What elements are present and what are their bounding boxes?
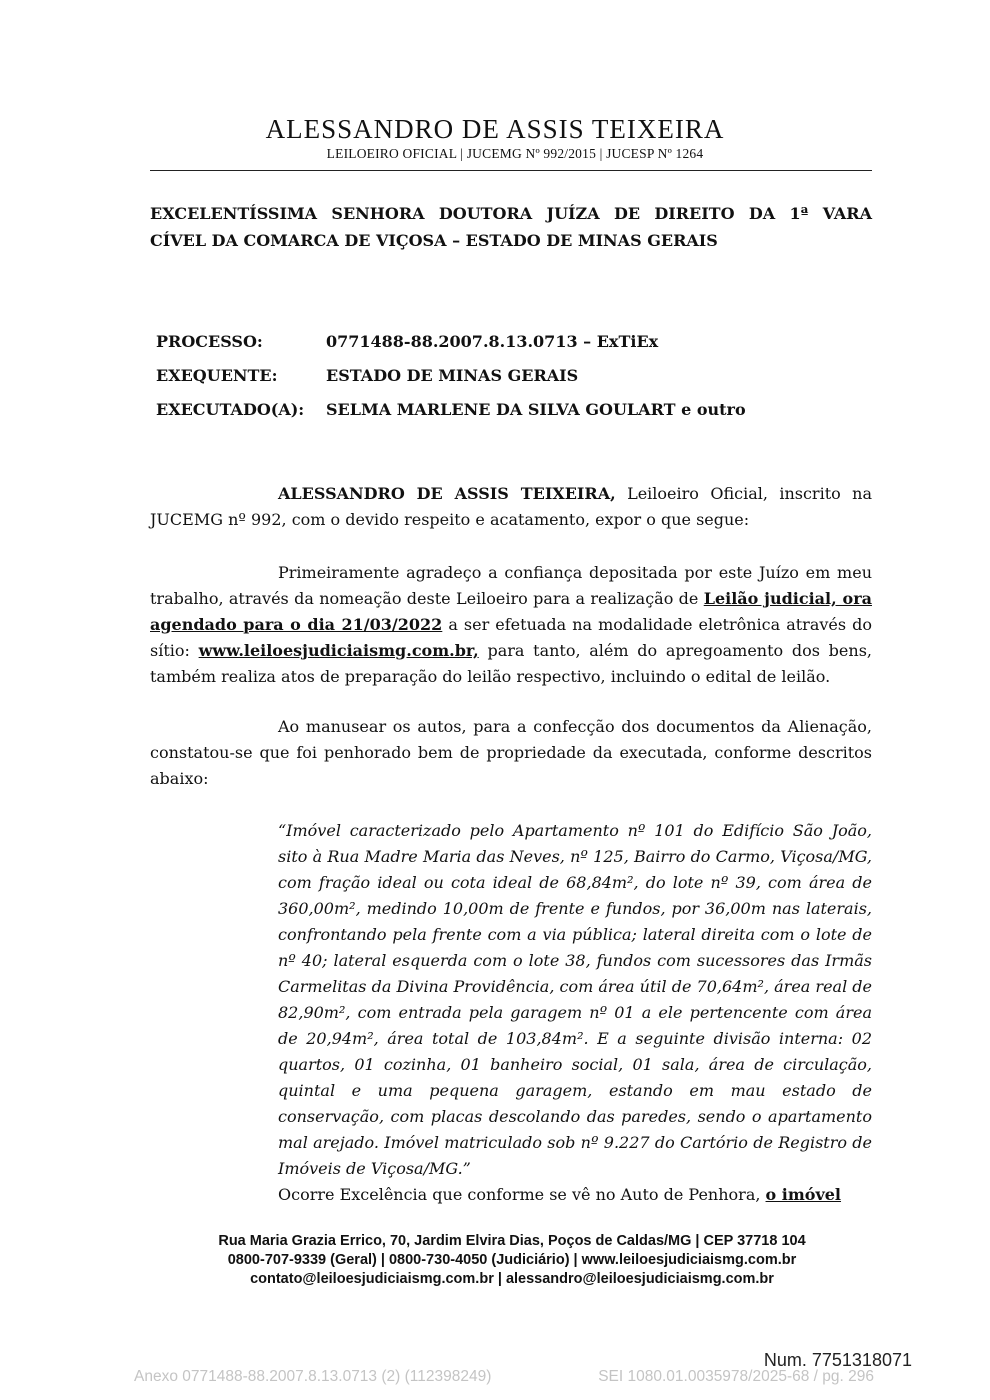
letterhead-name: ALESSANDRO DE ASSIS TEIXEIRA [265,114,725,144]
case-label: EXECUTADO(A): [156,400,305,419]
paragraph-intro [150,481,872,533]
paragraph-records-text: Ao manusear os autos, para a confecção dos documentos da Alienação, constatou-se que foi penhorado bem de propriedade da executada, conforme descritos abaixo: [150,717,872,788]
sei-reference: SEI 1080.01.0035978/2025-68 / pg. 296 [598,1368,874,1385]
footer-phones: 0800-707-9339 (Geral) | 0800-730-4050 (Judiciário) | www.leiloesjudiciaismg.com.br [227,1252,797,1268]
case-row-executado [156,400,746,434]
case-info [156,332,746,434]
case-value: ESTADO DE MINAS GERAIS [326,366,579,385]
footer-address: Rua Maria Grazia Errico, 70, Jardim Elvira Dias, Poços de Caldas/MG | CEP 37718 104 [218,1233,806,1249]
case-row-exequente [156,366,746,400]
paragraph-records [150,714,872,792]
paragraph-intro-text: Leiloeiro Oficial, inscrito na JUCEMG nº 992, com o devido respeito e acatamento, expor o que segue: [150,484,873,529]
case-value: 0771488-88.2007.8.13.0713 – ExTiEx [326,332,659,351]
case-row-processo [156,332,746,366]
paragraph-thanks-text-a: Primeiramente agradeço a confiança depositada por este Juízo em meu trabalho, através da nomeação deste Leiloeiro para a realização de [150,563,872,608]
case-label: EXEQUENTE: [156,366,278,385]
annex-reference: Anexo 0771488-88.2007.8.13.0713 (2) (112398249) [134,1368,492,1385]
addressee-line-2: CÍVEL DA COMARCA DE VIÇOSA – ESTADO DE MINAS GERAIS [150,231,718,250]
addressee-block [150,200,872,254]
letterhead-footer [0,1232,990,1289]
case-label: PROCESSO: [156,332,263,351]
paragraph-thanks [150,560,872,690]
letterhead-subtitle: LEILOEIRO OFICIAL | JUCEMG Nº 992/2015 | JUCESP Nº 1264 [326,146,704,161]
property-description-quote: “Imóvel caracterizado pelo Apartamento nº 101 do Edifício São João, sito à Rua Madre Maria das Neves, nº 125, Bairro do Carmo, Viçosa/MG, com fração ideal ou cota ideal de 68,84m², do lote nº 39, com área de 360,00m², medindo 10,00m de frente e fundos, por 36,00m nas laterais, confrontando pela frente com a via pública; lateral direita com o lote de nº 40; lateral esquerda com o lote 38, fundos com sucessores das Irmãs Carmelitas da Divina Providência, com área útil de 70,64m², área real de 82,90m², com entrada pela garagem nº 01 a ele pertencente com área de 20,94m², área total de 103,84m². E a seguinte divisão interna: 02 quartos, 01 cozinha, 01 banheiro social, 01 sala, área de circulação, quintal e uma pequena garagem, estando em mau estado de conservação, com placas descolando das paredes, sendo o apartamento mal arejado. Imóvel matriculado sob nº 9.227 do Cartório de Registro de Imóveis de Viçosa/MG.” [278,821,872,1178]
paragraph-thanks-text-b: a ser efetuada na modalidade eletrônica através do sítio: [150,615,873,660]
paragraph-thanks-text-c: para tanto, além do apregoamento dos bens, também realiza atos de preparação do leilão respectivo, incluindo o edital de leilão. [150,641,872,686]
paragraph-penhora-text: Ocorre Excelência que conforme se vê no Auto de Penhora, [278,1185,766,1204]
case-value: SELMA MARLENE DA SILVA GOULART e outro [326,400,746,419]
header-divider [150,170,872,171]
document-stamp [134,1368,874,1386]
footer-emails: contato@leiloesjudiciaismg.com.br | alessandro@leiloesjudiciaismg.com.br [250,1271,774,1287]
paragraph-penhora [150,1182,872,1208]
property-emphasis: o imóvel [765,1185,842,1204]
auctioneer-name: ALESSANDRO DE ASSIS TEIXEIRA, [278,484,616,503]
auction-date-emphasis: Leilão judicial, ora agendado para o dia 21/03/2022 [150,589,872,634]
addressee-line-1: EXCELENTÍSSIMA SENHORA DOUTORA JUÍZA DE DIREITO DA 1ª VARA [150,204,872,223]
auction-site-link[interactable]: www.leiloesjudiciaismg.com.br, [198,641,479,660]
document-number: Num. 7751318071 [763,1350,912,1370]
